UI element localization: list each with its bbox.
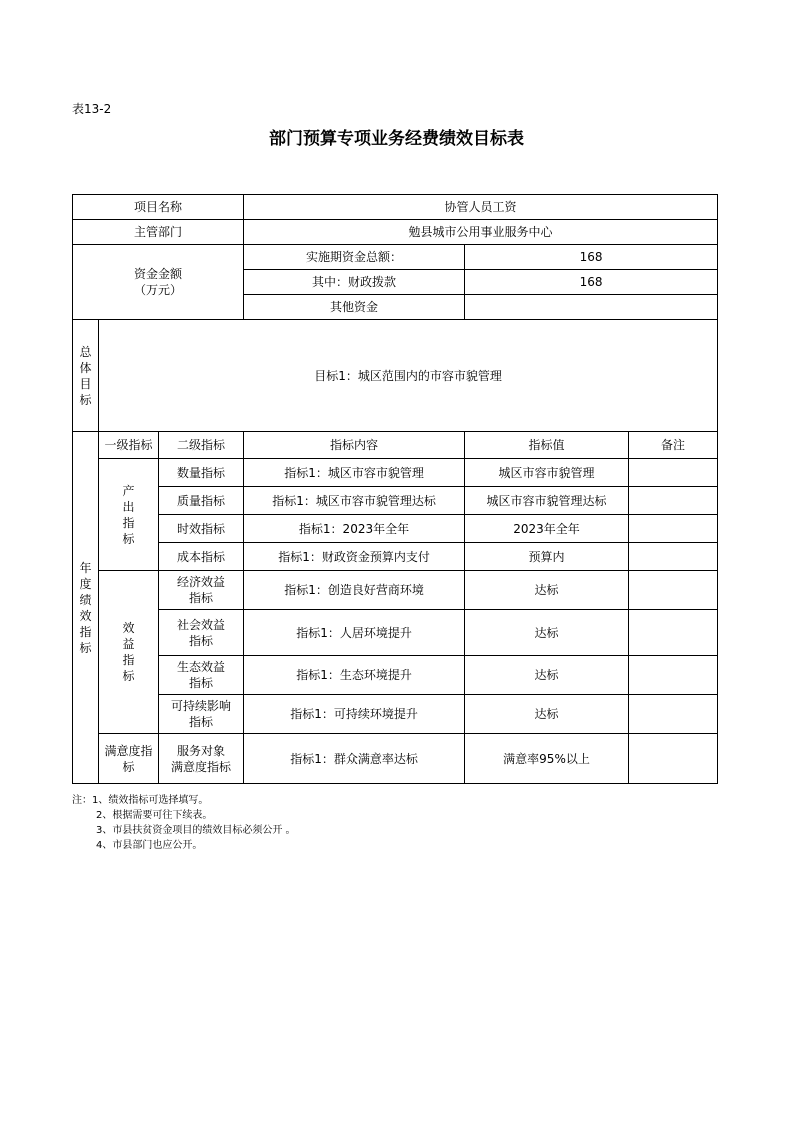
benefit-level2-line1: 经济效益 — [177, 575, 226, 589]
output-content: 指标1：城区市容市貌管理 — [244, 459, 465, 487]
funds-total-label: 实施期资金总额： — [244, 245, 465, 270]
benefit-value: 达标 — [465, 656, 629, 695]
benefit-level2 — [159, 695, 244, 734]
output-remark — [629, 515, 718, 543]
header-value: 指标值 — [465, 432, 629, 459]
satisfaction-value: 满意率95%以上 — [465, 734, 629, 784]
benefit-level2 — [159, 571, 244, 610]
output-content: 指标1：城区市容市貌管理达标 — [244, 487, 465, 515]
indicator-header-row — [73, 432, 718, 459]
benefit-level2-line1: 生态效益 — [177, 660, 226, 674]
benefit-value: 达标 — [465, 695, 629, 734]
table-row — [73, 734, 718, 784]
footnote-3: 3、市县扶贫资金项目的绩效目标必须公开 。 — [96, 825, 296, 836]
table-row — [73, 571, 718, 610]
funds-other-value — [465, 295, 718, 320]
output-group-label-text: 产出指标 — [122, 483, 135, 546]
output-remark — [629, 543, 718, 571]
output-value: 2023年全年 — [465, 515, 629, 543]
header-remark: 备注 — [629, 432, 718, 459]
header-content: 指标内容 — [244, 432, 465, 459]
benefit-level2 — [159, 610, 244, 656]
output-remark — [629, 459, 718, 487]
table-number: 表13-2 — [72, 102, 112, 116]
benefit-level2-line1: 社会效益 — [177, 617, 226, 632]
benefit-remark — [629, 571, 718, 610]
benefit-level2 — [159, 656, 244, 695]
output-level2: 成本指标 — [159, 543, 244, 571]
table-row — [73, 656, 718, 695]
table-row — [73, 487, 718, 515]
table-row — [73, 459, 718, 487]
output-level2: 时效指标 — [159, 515, 244, 543]
department-value: 勉县城市公用事业服务中心 — [244, 220, 718, 245]
project-row — [73, 195, 718, 220]
benefit-level2-line2: 指标 — [189, 715, 214, 729]
output-remark — [629, 487, 718, 515]
benefit-remark — [629, 656, 718, 695]
header-level1: 一级指标 — [99, 432, 159, 459]
table-row — [73, 543, 718, 571]
benefit-level2-line2: 指标 — [189, 633, 214, 648]
table-row — [73, 610, 718, 656]
overall-goal-row — [73, 320, 718, 432]
output-value: 预算内 — [465, 543, 629, 571]
satisfaction-level2-line2: 满意度指标 — [171, 759, 232, 774]
overall-goal-label — [73, 320, 99, 432]
benefit-group-label-text: 效益指标 — [122, 621, 135, 683]
benefit-level2-line1: 可持续影响 — [171, 699, 232, 713]
funds-label-line2: （万元） — [134, 283, 183, 297]
benefit-content: 指标1：生态环境提升 — [244, 656, 465, 695]
funds-label — [73, 245, 244, 320]
department-row — [73, 220, 718, 245]
benefit-remark — [629, 695, 718, 734]
document-title: 部门预算专项业务经费绩效目标表 — [269, 129, 524, 149]
output-value: 城区市容市貌管理达标 — [465, 487, 629, 515]
benefit-content: 指标1：可持续环境提升 — [244, 695, 465, 734]
benefit-content: 指标1：人居环境提升 — [244, 610, 465, 656]
benefit-level2-line2: 指标 — [189, 676, 214, 690]
funds-fiscal-value: 168 — [465, 270, 718, 295]
footnote-1: 注：1、绩效指标可选择填写。 — [72, 795, 209, 806]
funds-total-value: 168 — [465, 245, 718, 270]
footnotes — [72, 793, 296, 853]
overall-goal-text: 目标1：城区范围内的市容市貌管理 — [99, 320, 718, 432]
satisfaction-remark — [629, 734, 718, 784]
funds-label-line1: 资金金额 — [134, 267, 183, 281]
benefit-group-label — [99, 571, 159, 734]
benefit-value: 达标 — [465, 610, 629, 656]
output-level2: 数量指标 — [159, 459, 244, 487]
funds-other-label: 其他资金 — [244, 295, 465, 320]
performance-goal-table — [72, 194, 718, 784]
table-row — [73, 515, 718, 543]
output-value: 城区市容市貌管理 — [465, 459, 629, 487]
department-label: 主管部门 — [73, 220, 244, 245]
output-group-label — [99, 459, 159, 571]
annual-indicators-label — [73, 432, 99, 784]
project-label: 项目名称 — [73, 195, 244, 220]
output-content: 指标1：财政资金预算内支付 — [244, 543, 465, 571]
annual-indicators-label-text: 年度绩效指标 — [79, 560, 92, 655]
funds-fiscal-label: 其中：财政拨款 — [244, 270, 465, 295]
satisfaction-level1: 满意度指标 — [99, 734, 159, 784]
project-value: 协管人员工资 — [244, 195, 718, 220]
benefit-content: 指标1：创造良好营商环境 — [244, 571, 465, 610]
output-level2: 质量指标 — [159, 487, 244, 515]
output-content: 指标1：2023年全年 — [244, 515, 465, 543]
funds-total-row — [73, 245, 718, 270]
benefit-level2-line2: 指标 — [189, 591, 214, 605]
satisfaction-content: 指标1：群众满意率达标 — [244, 734, 465, 784]
benefit-value: 达标 — [465, 571, 629, 610]
header-level2: 二级指标 — [159, 432, 244, 459]
footnote-2: 2、根据需要可往下续表。 — [96, 810, 213, 821]
satisfaction-level2 — [159, 734, 244, 784]
benefit-remark — [629, 610, 718, 656]
table-row — [73, 695, 718, 734]
satisfaction-level2-line1: 服务对象 — [177, 743, 226, 758]
footnote-4: 4、市县部门也应公开。 — [96, 840, 203, 851]
overall-goal-label-text: 总体目标 — [79, 344, 92, 407]
